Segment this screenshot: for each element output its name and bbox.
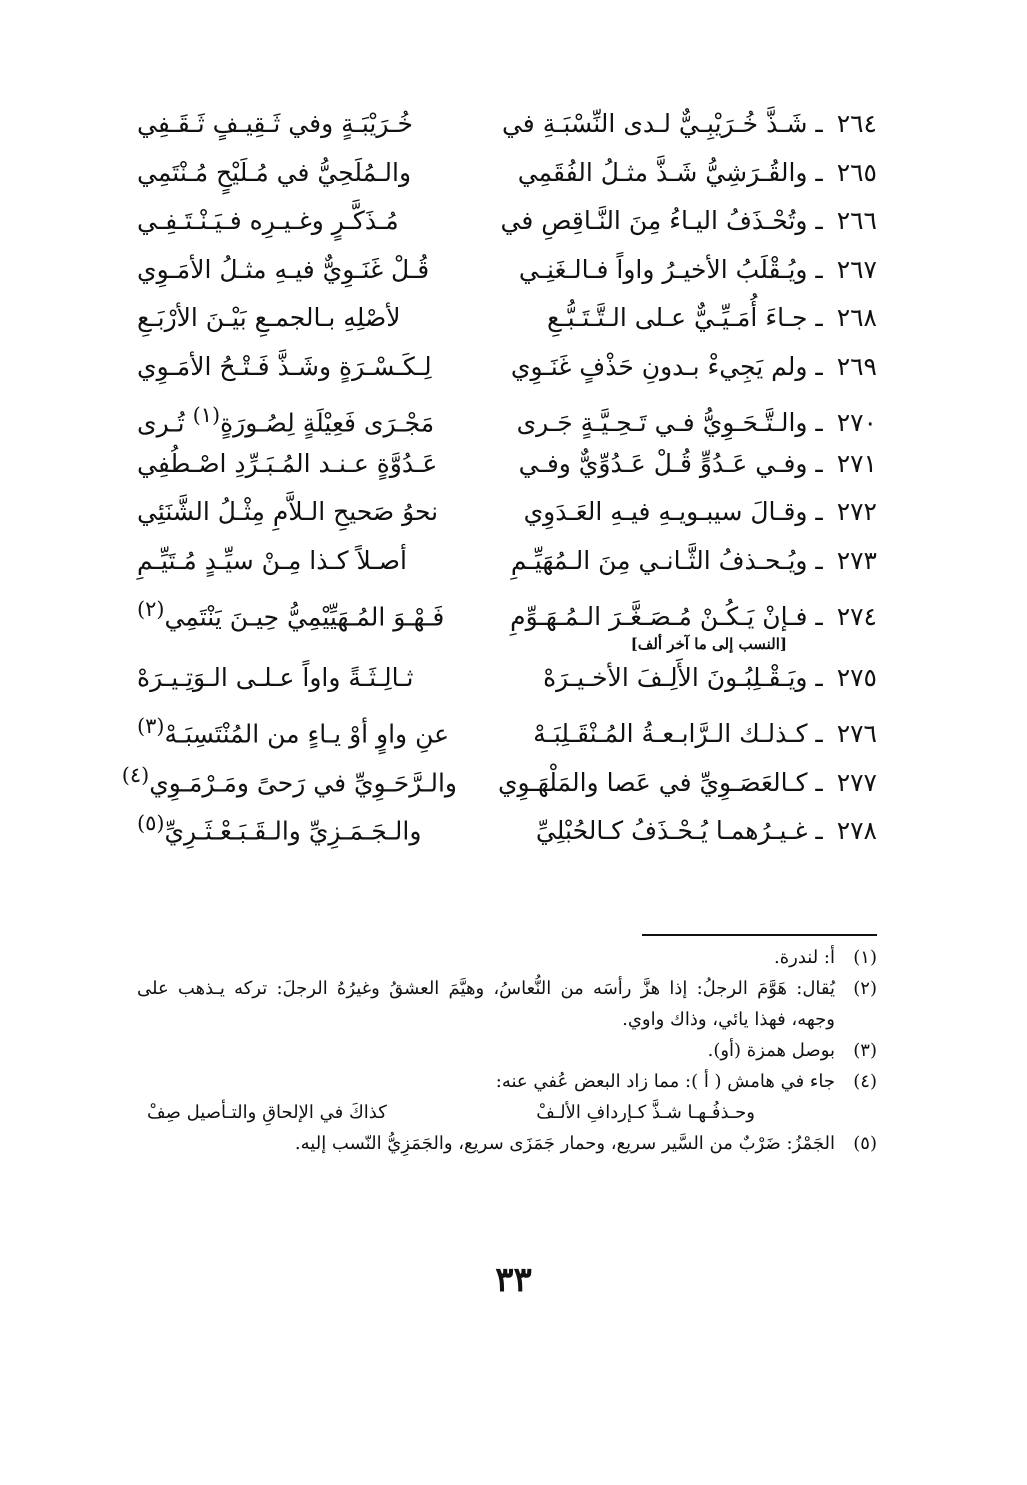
footnote-marker: (٤) [121, 762, 150, 787]
verse-first-hemistich: ٢٧١ ـ وفـي عَـدُوٍّ قُـلْ عَـدُوِّيٌّ وفـي [518, 448, 877, 478]
verse-first-hemistich: ٢٦٥ ـ والقُـرَشِيُّ شَـذَّ مثـلُ الفُقَمِي [517, 157, 877, 187]
footnote-text: يُقال: هَوَّمَ الرجلُ: إذا هزَّ رأسَه من النُّعاسُ، وهيَّمَ العشقُ وغيرُهُ الرجلَ: تركه يـذهب على وجهه، فهذا يائي، وذاك واوي. [137, 978, 835, 1030]
verse-first-text: شَـذَّ خُـرَيْبِـيٌّ لـدى النِّسْبَـةِ في [501, 109, 808, 138]
verse-first-hemistich: ٢٧٠ ـ والـتَّـحَـوِيُّ فـي تَـحِـيَّـةٍ جَـرى [516, 408, 877, 438]
verse-first-text: ويَـقْـلِبُـونَ الأَلِـفَ الأخـيـرَهْ [543, 662, 808, 692]
footnote-body: جاء في هامش ( أ ): مما زاد البعض عُفي عنه: [495, 1071, 835, 1092]
footnote-verse [137, 1097, 835, 1128]
verse-number: ٢٧٢ [836, 497, 877, 526]
verse-number: ٢٧٠ [836, 408, 877, 438]
verse-second-text: عنِ واوٍ أوْ يـاءٍ من المُنْتَسِبَـهْ [164, 719, 450, 749]
verse-first-text: والـتَّـحَـوِيُّ فـي تَـحِـيَّـةٍ جَـرى [516, 408, 808, 438]
section-heading: [النسب إلى ما آخر ألف] [630, 634, 787, 653]
verse-second-hemistich: أصـلاً كـذا مِـنْ سيِّـدٍ مُـتَيِّـمِ [137, 545, 407, 575]
verse-row [137, 585, 877, 634]
verse-row [137, 440, 877, 489]
footnote-marker: (١) [192, 403, 221, 427]
verse-first-hemistich: ٢٧٥ ـ ويَـقْـلِبُـونَ الأَلِـفَ الأخـيـرَهْ [543, 662, 877, 692]
verse-first-text: وقـالَ سيبـويـهِ فيـهِ العَـدَوِي [523, 497, 808, 526]
verse-row [137, 391, 877, 440]
verse-first-text: ويُـحـذفُ الثَّـانـي مِنَ الـمُهَيِّـمِ [510, 545, 808, 575]
footnote-verse-second: كذاكَ في الإلحاقِ والتـأصيل صِفْ [147, 1102, 387, 1123]
verse-number: ٢٦٦ [836, 206, 877, 235]
verse-number: ٢٧١ [836, 448, 877, 478]
verse-first-text: جـاءَ أُمَـيِّـيٌّ عـلى الـتَّـتَـبُّـعِ [546, 303, 808, 332]
verse-row [137, 702, 877, 751]
verse-row [137, 488, 877, 537]
verse-number: ٢٦٧ [836, 254, 877, 284]
verse-row [137, 149, 877, 198]
verse-second-hemistich: والـمُلَحِيُّ في مُـلَيْحٍ مُـنْتَمِي [137, 157, 412, 187]
verse-first-hemistich: ٢٦٤ ـ شَـذَّ خُـرَيْبِـيٌّ لـدى النِّسْبَـةِ في [501, 109, 877, 138]
verse-second-hemistich: لأصْلِهِ بـالجمـعِ بَيْـنَ الأرْبَـعِ [137, 303, 401, 332]
page-number: ٣٣ [495, 1260, 532, 1300]
verse-first-text: والقُـرَشِيُّ شَـذَّ مثـلُ الفُقَمِي [517, 157, 808, 187]
verse-first-text: ويُـقْلَبُ الأخيـرُ واواً فـالـغَنِـي [518, 254, 808, 284]
footnote-number: (٤) [853, 1071, 877, 1092]
verse-first-hemistich: ٢٧٨ ـ غـيـرُهمـا يُـحْـذَفُ كـالحُبْلِيِّ [535, 816, 877, 846]
verse-block [121, 100, 877, 848]
footnote-marker: (٥) [137, 811, 165, 835]
verse-row [137, 537, 877, 586]
verse-number: ٢٧٨ [836, 816, 877, 846]
verse-second-hemistich [137, 585, 457, 641]
verse-first-hemistich: ٢٦٨ ـ جـاءَ أُمَـيِّـيٌّ عـلى الـتَّـتَـبُّـعِ [546, 303, 877, 332]
verse-second-hemistich: خُـرَيْبَـةٍ وفي ثَـقِيـفٍ ثَـقَـفِي [137, 109, 413, 138]
verse-first-text: ولم يَجِيءْ بـدونِ حَذْفٍ غَنَـوِي [510, 351, 808, 381]
footnote-number: (١) [853, 947, 877, 968]
footnote-text [137, 1066, 835, 1128]
verse-number: ٢٧٣ [836, 545, 877, 575]
verse-first-text: وتُحْـذَفُ اليـاءُ مِنَ النَّـاقِصِ في [500, 206, 808, 235]
verse-second-text: والـجَـمَـزِيِّ والـقَـبَـعْـثَـرِيِّ [164, 816, 422, 846]
verse-second-hemistich: نحوُ صَحيحِ الـلاَّمِ مِثْـلُ الشَّنَئِي [137, 497, 439, 526]
footnote [137, 942, 877, 973]
verse-number: ٢٧٥ [836, 662, 877, 692]
footnote [137, 1066, 877, 1128]
footnote-verse-first: وحـذفُـهـا شـذَّ كـإردافِ الألـفْ [536, 1102, 755, 1123]
footnote-number: (٢) [853, 978, 877, 999]
verse-first-hemistich: ٢٧٢ ـ وقـالَ سيبـويـهِ فيـهِ العَـدَوِي [523, 497, 877, 526]
verse-first-hemistich: ٢٧٤ ـ فـإنْ يَـكُـنْ مُـصَـغَّـرَ الـمُـهَـوِّمِ [510, 602, 877, 632]
verse-second-hemistich: قُـلْ غَنَـوِيٌّ فيـهِ مثـلُ الأمَـوِي [137, 254, 430, 284]
verse-row [137, 654, 877, 703]
verse-number: ٢٦٩ [836, 351, 877, 381]
footnote-text: أ: لندرة. [774, 947, 835, 968]
verse-number: ٢٦٤ [836, 109, 877, 138]
verse-number: ٢٧٤ [836, 602, 877, 632]
footnote-text: الجَمْزُ: ضَرْبٌ من السَّير سريع، وحمار جَمَزَى سريع، والجَمَزِيُّ النّسب إليه. [294, 1133, 835, 1154]
footnote-text: بوصل همزة (أو). [707, 1040, 835, 1061]
verse-number: ٢٧٦ [836, 719, 877, 749]
verse-first-text: كـذلـك الـرَّابـعـةُ المُـنْقَـلِبَـهْ [533, 719, 808, 749]
verse-second-end: تُـرى [137, 408, 185, 438]
verse-second-hemistich [137, 799, 457, 855]
verse-first-hemistich: ٢٦٦ ـ وتُحْـذَفُ اليـاءُ مِنَ النَّـاقِصِ في [500, 206, 877, 235]
verse-number: ٢٧٧ [836, 767, 877, 797]
verse-number: ٢٦٨ [836, 303, 877, 332]
verse-row [137, 197, 877, 246]
verse-first-hemistich: ٢٧٦ ـ كـذلـك الـرَّابـعـةُ المُـنْقَـلِبَـهْ [533, 719, 877, 749]
footnote-marker: (٣) [137, 714, 165, 738]
footnote-number: (٥) [853, 1133, 877, 1154]
verse-row [137, 100, 877, 149]
verse-first-hemistich: ٢٦٩ ـ ولم يَجِيءْ بـدونِ حَذْفٍ غَنَـوِي [510, 351, 877, 381]
verse-second-hemistich: ثـالِـثَـةً واواً عـلـى الـوَتِـيـرَهْ [137, 662, 414, 692]
verse-first-text: غـيـرُهمـا يُـحْـذَفُ كـالحُبْلِيِّ [535, 816, 808, 846]
verse-second-hemistich: مُـذَكَّـرٍ وغـيـرِه فـيَـنْـتَـفِـي [137, 206, 399, 235]
footnote [137, 1128, 877, 1159]
verse-second-text: والـرَّحَـوِيِّ في رَحىً ومَـرْمَـوِي [149, 767, 457, 797]
footnote-marker: (٢) [137, 597, 165, 621]
verse-number: ٢٦٥ [836, 157, 877, 187]
footnote-number: (٣) [853, 1040, 877, 1061]
footnote [137, 973, 877, 1035]
verse-first-hemistich: ٢٧٣ ـ ويُـحـذفُ الثَّـانـي مِنَ الـمُهَيِّـمِ [510, 545, 877, 575]
verse-first-text: فـإنْ يَـكُـنْ مُـصَـغَّـرَ الـمُـهَـوِّمِ [510, 602, 808, 632]
footnotes-block [137, 942, 877, 1159]
verse-second-hemistich: لِـكَـسْـرَةٍ وشَـذَّ فَـتْـحُ الأمَـوِي [137, 351, 432, 381]
verse-row [137, 343, 877, 392]
verse-second-text: فَـهْـوَ المُـهَيِّيْمِيُّ حِيـنَ يَنْتَمِي [164, 602, 445, 632]
verse-first-text: وفـي عَـدُوٍّ قُـلْ عَـدُوِّيٌّ وفـي [518, 448, 808, 478]
verse-row [137, 246, 877, 295]
verse-second-hemistich: عَـدُوَّةٍ عـنـد المُـبَـرِّدِ اصْـطُفِي [137, 448, 438, 478]
verse-first-hemistich: ٢٧٧ ـ كـالعَصَـوِيِّ في عَصا والمَلْهَـوِي [497, 767, 877, 797]
footnote [137, 1035, 877, 1066]
verse-first-hemistich: ٢٦٧ ـ ويُـقْلَبُ الأخيـرُ واواً فـالـغَنِـي [518, 254, 877, 284]
verse-first-text: كـالعَصَـوِيِّ في عَصا والمَلْهَـوِي [497, 767, 808, 797]
verse-row [137, 294, 877, 343]
verse-second-text: مَجْـرَى فَعِيْلَةٍ لِصُـورَةٍ [220, 408, 435, 438]
footnote-divider [642, 934, 877, 936]
